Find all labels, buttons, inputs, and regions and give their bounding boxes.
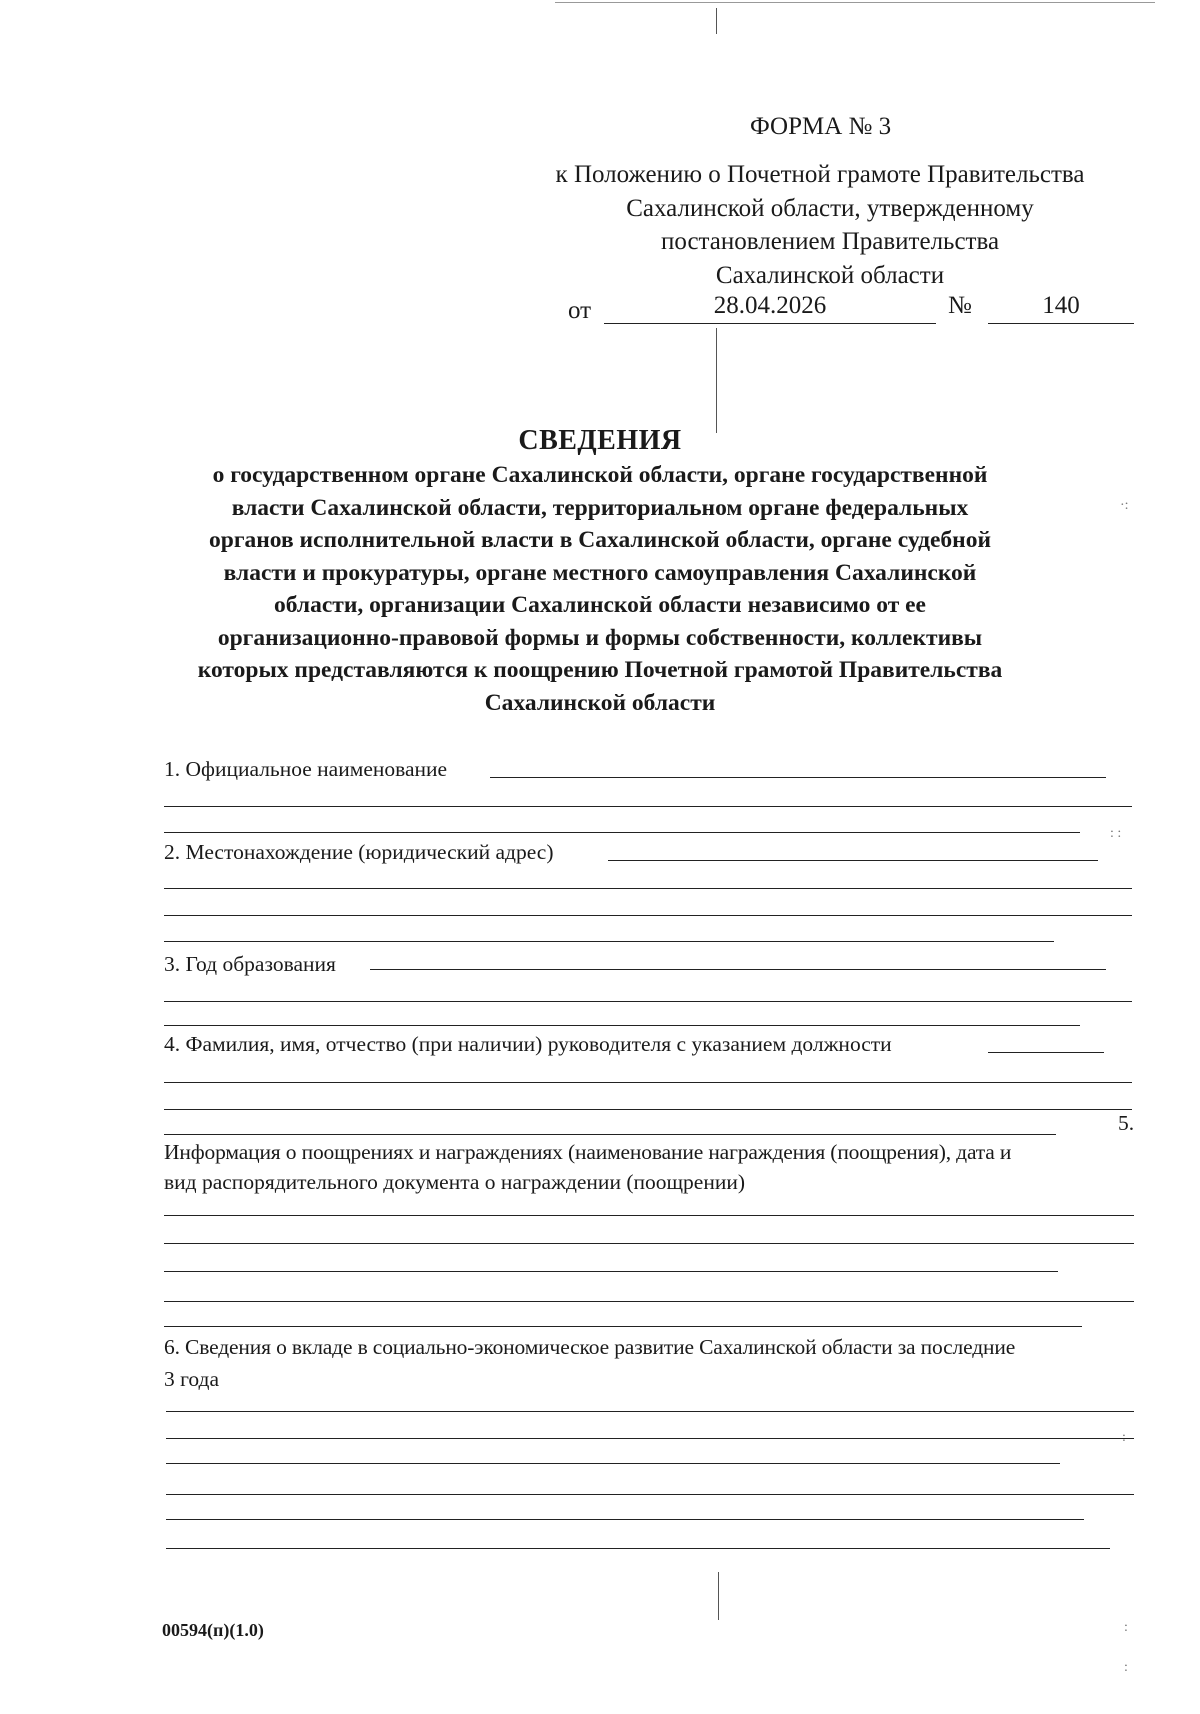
subtitle-line: организационно-правовой формы и формы собственности, коллективы: [217, 624, 983, 651]
scan-speck: ·:: [1120, 498, 1129, 513]
field-5-line[interactable]: [164, 1271, 1058, 1272]
field-6-line[interactable]: [166, 1438, 1134, 1439]
field-1-line[interactable]: [164, 832, 1080, 833]
field-6-line[interactable]: [166, 1548, 1110, 1549]
field-4-line[interactable]: [164, 1134, 1056, 1135]
field-3-label: 3. Год образования: [164, 952, 336, 976]
field-1-label: 1. Официальное наименование: [164, 757, 448, 781]
subtitle-line: области, организации Сахалинской области независимо от ее: [274, 592, 926, 618]
document-date: 28.04.2026: [713, 292, 827, 319]
field-1-line[interactable]: [490, 777, 1106, 778]
form-number: ФОРМА № 3: [750, 113, 892, 140]
field-2-line[interactable]: [164, 915, 1132, 916]
subtitle-line: о государственном органе Сахалинской области, органе государственной: [212, 462, 988, 488]
subtitle-line: власти и прокуратуры, органе местного самоуправления Сахалинской: [223, 559, 977, 586]
number-sign: №: [948, 292, 972, 319]
field-4-line[interactable]: [164, 1082, 1132, 1083]
field-6-line[interactable]: [166, 1463, 1060, 1464]
field-5-label-line-2: вид распорядительного документа о награждении (поощрении): [164, 1170, 746, 1194]
field-4-line[interactable]: [988, 1052, 1104, 1053]
document-subtitle: [150, 459, 1050, 719]
field-2-line[interactable]: [164, 888, 1132, 889]
header-line-1: к Положению о Почетной грамоте Правительства: [555, 161, 1085, 188]
scan-speck: :: [1122, 1430, 1126, 1445]
subtitle-line: власти Сахалинской области, территориальном органе федеральных: [231, 494, 969, 521]
field-2-line[interactable]: [608, 860, 1098, 861]
field-2-label: 2. Местонахождение (юридический адрес): [164, 840, 554, 864]
field-6-line[interactable]: [166, 1411, 1134, 1412]
fold-line-mid: [716, 328, 717, 433]
date-prefix: от: [568, 297, 592, 324]
field-4-line[interactable]: [164, 1109, 1132, 1110]
field-3-line[interactable]: [370, 969, 1106, 970]
subtitle-line: органов исполнительной власти в Сахалинской области, органе судебной: [209, 527, 991, 553]
field-5-line[interactable]: [164, 1326, 1082, 1327]
field-3-line[interactable]: [164, 1025, 1080, 1026]
field-5-number: 5.: [1118, 1111, 1135, 1135]
fold-line-top: [716, 8, 717, 34]
field-5-line[interactable]: [164, 1243, 1134, 1244]
field-6-label-line-2: 3 года: [164, 1367, 220, 1391]
document-number: 140: [1042, 292, 1080, 319]
field-6-line[interactable]: [166, 1519, 1084, 1520]
header-line-4: Сахалинской области: [715, 262, 945, 289]
fold-line-bottom: [718, 1572, 719, 1620]
field-6-label-line-1: 6. Сведения о вкладе в социально-экономическое развитие Сахалинской области за последние: [164, 1335, 1016, 1359]
subtitle-line: которых представляются к поощрению Почетной грамотой Правительства: [197, 657, 1003, 683]
field-5-label-line-1: Информация о поощрениях и награждениях (наименование награждения (поощрения), дата и: [164, 1140, 1012, 1164]
document-title: СВЕДЕНИЯ: [518, 425, 682, 456]
scan-edge-top: [555, 2, 1155, 3]
field-1-line[interactable]: [164, 806, 1132, 807]
header-line-2: Сахалинской области, утвержденному: [626, 195, 1034, 222]
scan-speck: :: [1124, 1620, 1128, 1635]
field-5-line[interactable]: [164, 1301, 1134, 1302]
scan-speck: :: [1124, 1660, 1128, 1675]
field-2-line[interactable]: [164, 941, 1054, 942]
date-underline: [604, 323, 936, 324]
subtitle-line: Сахалинской области: [484, 689, 716, 716]
document-code: 00594(п)(1.0): [162, 1620, 264, 1640]
field-5-line[interactable]: [164, 1215, 1134, 1216]
header-line-3: постановлением Правительства: [660, 228, 1000, 255]
number-underline: [988, 323, 1134, 324]
field-4-label: 4. Фамилия, имя, отчество (при наличии) руководителя с указанием должности: [164, 1032, 892, 1056]
scan-speck: : :: [1110, 826, 1122, 841]
field-6-line[interactable]: [166, 1494, 1134, 1495]
field-3-line[interactable]: [164, 1001, 1132, 1002]
